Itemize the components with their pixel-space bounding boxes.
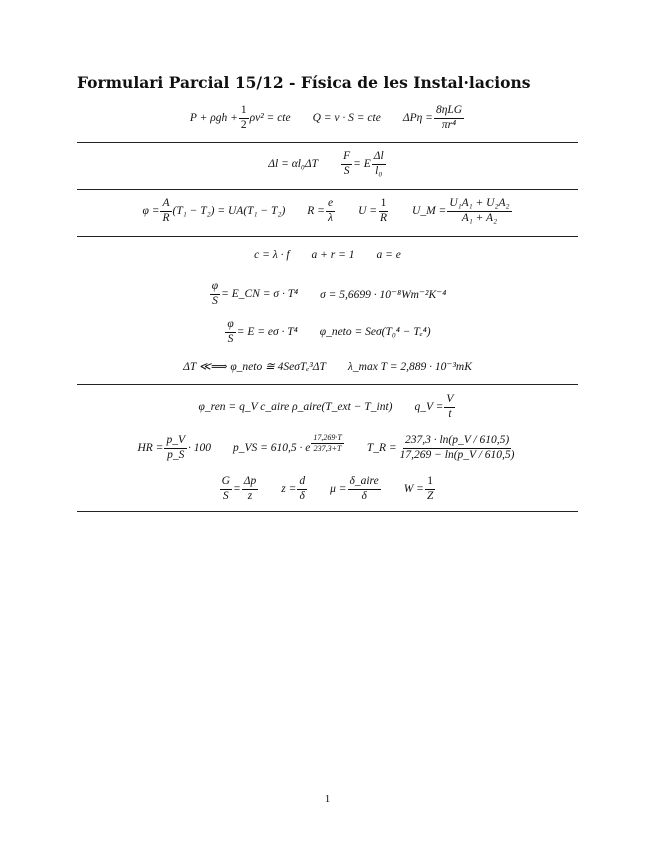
ventilation-formulas	[77, 391, 578, 423]
tr-lhs: T_R =	[366, 442, 397, 454]
fraction-denominator: Z	[426, 489, 434, 502]
tr-fraction	[398, 434, 517, 461]
black-body-emission-formula	[209, 280, 298, 307]
fraction-denominator: 237,3+T	[313, 443, 342, 453]
fraction-denominator: 17,269 − ln(p_V / 610,5)	[399, 448, 515, 461]
fraction-numerator: 1	[379, 197, 389, 211]
section-divider	[77, 189, 578, 190]
bernoulli-half-fraction	[239, 104, 249, 131]
fraction-denominator: πr⁴	[441, 118, 457, 131]
relative-humidity-formula	[137, 434, 211, 461]
mu-lhs: μ =	[330, 483, 347, 495]
u-fraction	[378, 197, 389, 224]
fraction-numerator: F	[341, 150, 352, 164]
fraction-denominator: z	[247, 489, 253, 502]
volumetric-flow-formula	[414, 393, 456, 420]
dp-fraction	[242, 475, 259, 502]
z-fraction	[297, 475, 307, 502]
gray-body-formulas	[77, 316, 578, 348]
fraction-denominator: R	[380, 211, 388, 224]
mean-transmittance-formula	[412, 197, 512, 224]
fraction-numerator: Δl	[372, 150, 386, 164]
section-divider	[77, 511, 578, 512]
pvs-lhs: p_VS = 610,5 · e	[232, 442, 311, 454]
stress-equals: = E	[353, 158, 371, 170]
qv-fraction	[444, 393, 455, 420]
fraction-denominator: p_S	[167, 448, 185, 461]
kirchhoff-formula: a = e	[376, 249, 401, 261]
cn-fraction	[210, 280, 220, 307]
fraction-numerator: p_V	[164, 434, 187, 448]
gray-fraction	[225, 318, 235, 345]
fraction-denominator: S	[227, 332, 234, 345]
um-fraction	[447, 197, 511, 224]
cn-rhs: = E_CN = σ · T⁴	[221, 288, 299, 300]
u-lhs: U =	[358, 205, 378, 217]
mu-fraction	[348, 475, 381, 502]
poiseuille-formula	[403, 104, 465, 131]
fluids-formulas	[77, 104, 578, 132]
w-lhs: W =	[403, 483, 424, 495]
wave-formula: c = λ · f	[254, 249, 290, 261]
page-title: Formulari Parcial 15/12 - Física de les Instal·lacions	[77, 73, 531, 92]
fraction-numerator: U₁A₁ + U₂A₂	[447, 197, 511, 211]
gray-rhs: = E = eσ · T⁴	[236, 326, 298, 338]
vapor-flux-formula	[219, 475, 260, 502]
vapor-resistance-formula	[281, 475, 308, 502]
page-number: 1	[324, 793, 331, 805]
fraction-denominator: l₀	[375, 164, 383, 177]
fraction-numerator: 17,269·T	[313, 433, 342, 443]
fraction-numerator: 1	[425, 475, 435, 489]
fraction-denominator: 2	[240, 118, 247, 131]
fraction-denominator: S	[212, 294, 218, 307]
g-fraction	[220, 475, 232, 502]
um-lhs: U_M =	[412, 205, 447, 217]
fraction-numerator: d	[297, 475, 307, 489]
conduction-flux-formula	[142, 197, 285, 224]
hr-lhs: HR =	[137, 442, 164, 454]
diffusion-factor-formula	[330, 475, 382, 502]
energy-balance-formula: a + r = 1	[311, 249, 355, 261]
fraction-numerator: φ	[210, 280, 220, 294]
w-fraction	[425, 475, 435, 502]
fraction-denominator: t	[448, 407, 452, 420]
fraction-denominator: λ	[328, 211, 333, 224]
net-flux-formula: φ_neto = Seσ(T₀⁴ − Tₑ⁴)	[319, 326, 431, 338]
permeance-formula	[404, 475, 437, 502]
fraction-denominator: S	[343, 164, 350, 177]
fraction-denominator: δ	[299, 489, 305, 502]
stefan-boltzmann-constant: σ = 5,6699 · 10⁻⁸Wm⁻²K⁻⁴	[320, 289, 447, 301]
fraction-numerator: V	[444, 393, 455, 407]
fraction-denominator: A₁ + A₂	[461, 211, 498, 224]
poiseuille-fraction	[434, 104, 464, 131]
hr-fraction	[164, 434, 187, 461]
transmittance-formula	[358, 197, 390, 224]
conduction-formulas	[77, 194, 578, 228]
stress-fraction	[341, 150, 352, 177]
fraction-numerator: e	[326, 197, 335, 211]
humidity-formulas	[77, 430, 578, 466]
bernoulli-rhs: ρv² = cte	[249, 112, 291, 124]
renewal-flux-formula: φ_ren = q_V c_aire ρ_aire(T_ext − T_int)	[198, 401, 393, 413]
dilatation-formula: Δl = αl₀ΔT	[268, 158, 319, 170]
stress-formula	[340, 150, 387, 177]
elasticity-formulas	[77, 148, 578, 180]
phi-lhs: φ =	[142, 205, 160, 217]
flow-formula: Q = v · S = cte	[312, 112, 381, 124]
phi-rhs: (T₁ − T₂) = UA(T₁ − T₂)	[172, 205, 286, 217]
bernoulli-formula	[190, 104, 291, 131]
vapor-diffusion-formulas	[77, 472, 578, 506]
z-lhs: z =	[281, 483, 297, 495]
wien-law-formula: λ_max T = 2,889 · 10⁻³mK	[347, 361, 472, 373]
radiation-basic-formulas	[77, 245, 578, 265]
fraction-denominator: R	[162, 211, 170, 224]
phi-fraction	[160, 197, 171, 224]
pvs-exponent-fraction	[311, 433, 343, 452]
radiation-approx-formulas	[77, 356, 578, 376]
dew-point-formula	[367, 434, 518, 461]
fraction-numerator: 237,3 · ln(p_V / 610,5)	[403, 434, 511, 448]
fraction-numerator: 1	[239, 104, 249, 118]
fraction-numerator: φ	[225, 318, 235, 332]
qv-lhs: q_V =	[414, 401, 444, 413]
gray-body-emission-formula	[224, 318, 297, 345]
bernoulli-lhs: P + ρgh +	[189, 112, 238, 124]
fraction-numerator: A	[160, 197, 171, 211]
strain-fraction	[372, 150, 386, 177]
linearized-flux-formula: ΔT ≪⟹ φ_neto ≅ 4SeσTₑ³ΔT	[183, 361, 326, 373]
resistance-formula	[307, 197, 336, 224]
section-divider	[77, 384, 578, 385]
r-fraction	[326, 197, 335, 224]
black-body-formulas	[77, 278, 578, 310]
g-equals: =	[232, 483, 241, 495]
fraction-numerator: G	[220, 475, 232, 489]
r-lhs: R =	[307, 205, 325, 217]
fraction-denominator: δ	[361, 489, 367, 502]
fraction-numerator: Δp	[242, 475, 259, 489]
poiseuille-lhs: ΔPη =	[402, 112, 433, 124]
section-divider	[77, 236, 578, 237]
fraction-numerator: 8ηLG	[434, 104, 464, 118]
fraction-numerator: δ_aire	[348, 475, 381, 489]
fraction-denominator: S	[222, 489, 229, 502]
hr-rhs: · 100	[187, 442, 211, 454]
section-divider	[77, 142, 578, 143]
